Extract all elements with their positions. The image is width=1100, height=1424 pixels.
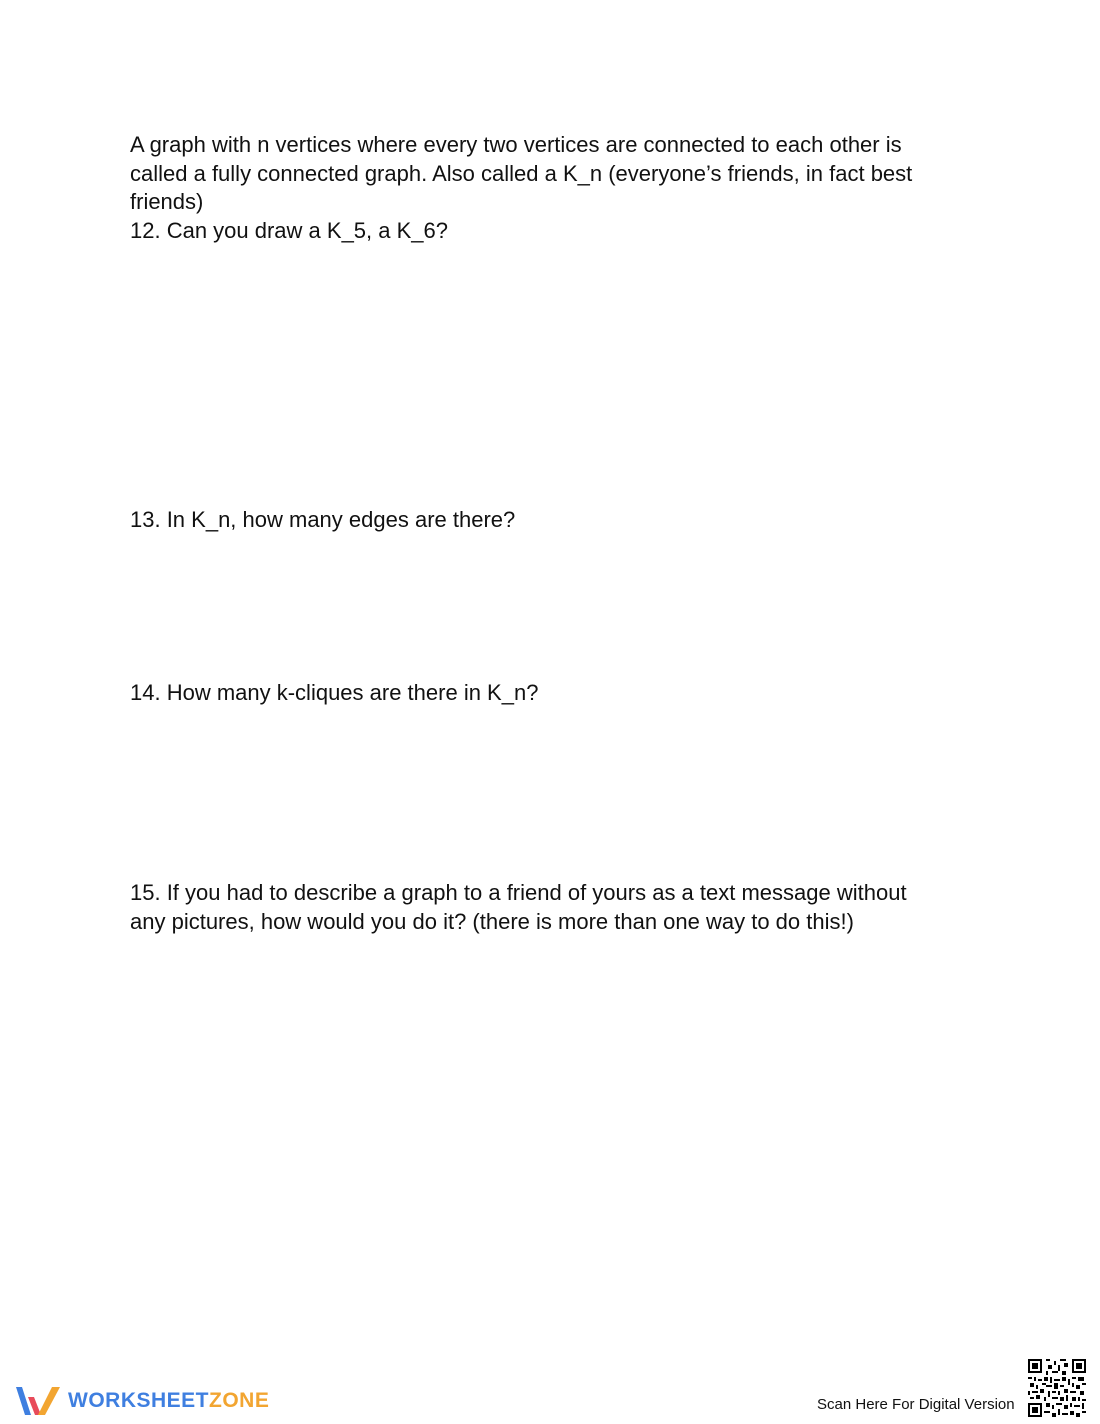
question-12-text: 12. Can you draw a K_5, a K_6? [130, 218, 448, 243]
logo-word-worksheet: WORKSHEET [68, 1389, 209, 1412]
question-13 [130, 506, 980, 535]
intro-line-3: friends) [130, 189, 204, 214]
question-15 [130, 879, 980, 936]
qr-code-icon[interactable] [1028, 1359, 1086, 1417]
question-14 [130, 679, 980, 708]
question-12 [130, 217, 980, 246]
question-13-text: 13. In K_n, how many edges are there? [130, 507, 516, 532]
logo-wordmark [68, 1389, 269, 1413]
logo-word-zone: ZONE [209, 1389, 270, 1412]
intro-paragraph [130, 131, 980, 217]
question-15-line-2: any pictures, how would you do it? (there is more than one way to do this!) [130, 908, 854, 934]
worksheetzone-logo [14, 1383, 269, 1419]
intro-line-1: A graph with n vertices where every two vertices are connected to each other is [130, 132, 902, 157]
intro-line-2: called a fully connected graph. Also called a K_n (everyone’s friends, in fact best [130, 160, 913, 186]
question-15-line-1: 15. If you had to describe a graph to a friend of yours as a text message without [130, 880, 907, 905]
scan-caption: Scan Here For Digital Version [817, 1396, 1015, 1413]
question-14-text: 14. How many k-cliques are there in K_n? [130, 680, 539, 705]
logo-w-icon [14, 1383, 62, 1419]
